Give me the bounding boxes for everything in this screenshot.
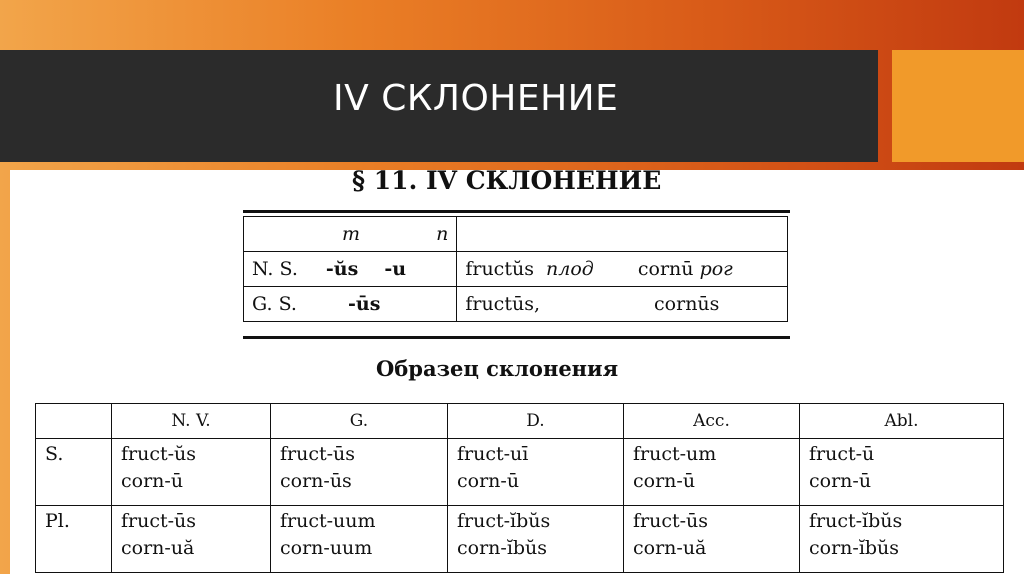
example-m: fructūs, xyxy=(465,293,540,315)
column-header: Acc. xyxy=(624,404,800,439)
example-n: cornū xyxy=(637,258,694,280)
column-header: D. xyxy=(448,404,624,439)
form-neuter: corn-uum xyxy=(280,537,373,559)
form-neuter: corn-ĭbŭs xyxy=(457,537,548,559)
paradigm-table xyxy=(35,403,1004,573)
form-neuter: corn-ĭbŭs xyxy=(809,537,900,559)
form-masculine: fruct-um xyxy=(633,443,717,465)
ending: -ūs xyxy=(348,293,381,315)
table-cell xyxy=(244,252,457,287)
example-m: fructŭs xyxy=(465,258,534,280)
form-neuter: corn-ūs xyxy=(280,470,352,492)
form-masculine: fruct-ŭs xyxy=(121,443,197,465)
table-cell xyxy=(624,506,800,573)
form-masculine: fruct-ĭbŭs xyxy=(457,510,551,532)
table-cell xyxy=(244,217,457,252)
ending-n: -u xyxy=(384,258,407,280)
form-masculine: fruct-ūs xyxy=(633,510,709,532)
table-cell xyxy=(624,439,800,506)
table-cell xyxy=(244,287,457,322)
form-masculine: fruct-ĭbŭs xyxy=(809,510,903,532)
table-row xyxy=(244,217,788,252)
form-masculine: fruct-ū xyxy=(809,443,875,465)
table-cell xyxy=(448,506,624,573)
table-cell xyxy=(457,252,788,287)
form-masculine: fruct-uum xyxy=(280,510,376,532)
endings-table xyxy=(243,210,790,339)
table-cell xyxy=(271,506,448,573)
form-neuter: corn-uă xyxy=(121,537,195,559)
accent-square xyxy=(892,50,1024,162)
form-neuter: corn-uă xyxy=(633,537,707,559)
form-masculine: fruct-ūs xyxy=(280,443,356,465)
ending-m: -ŭs xyxy=(325,258,359,280)
form-neuter: corn-ū xyxy=(457,470,520,492)
gender-m-label: m xyxy=(342,223,361,245)
slide-title: IV СКЛОНЕНИЕ xyxy=(333,78,619,119)
table-cell xyxy=(800,439,1004,506)
table-row xyxy=(244,287,788,322)
form-masculine: fruct-uī xyxy=(457,443,529,465)
table-cell xyxy=(800,506,1004,573)
column-header: N. V. xyxy=(112,404,271,439)
table-cell xyxy=(112,506,271,573)
case-label: G. S. xyxy=(252,293,297,315)
table-row xyxy=(36,439,1004,506)
column-header: Abl. xyxy=(800,404,1004,439)
table-cell xyxy=(271,439,448,506)
table-cell xyxy=(448,439,624,506)
gloss-m: плод xyxy=(546,258,594,280)
paradigm-heading: Образец склонения xyxy=(376,356,619,381)
table-cell xyxy=(457,287,788,322)
column-header xyxy=(36,404,112,439)
form-masculine: fruct-ūs xyxy=(121,510,197,532)
form-neuter: corn-ū xyxy=(809,470,872,492)
gloss-n: рог xyxy=(699,258,733,280)
table-row xyxy=(244,252,788,287)
gender-n-label: n xyxy=(436,223,449,245)
example-n: cornūs xyxy=(654,293,720,315)
form-neuter: corn-ū xyxy=(121,470,184,492)
number-label: Pl. xyxy=(36,506,112,573)
number-label: S. xyxy=(36,439,112,506)
table-row xyxy=(36,506,1004,573)
form-neuter: corn-ū xyxy=(633,470,696,492)
table-header-row xyxy=(36,404,1004,439)
table-cell xyxy=(112,439,271,506)
column-header: G. xyxy=(271,404,448,439)
table-cell xyxy=(457,217,788,252)
section-heading: § 11. IV СКЛОНЕНИЕ xyxy=(352,166,662,195)
case-label: N. S. xyxy=(252,258,298,280)
